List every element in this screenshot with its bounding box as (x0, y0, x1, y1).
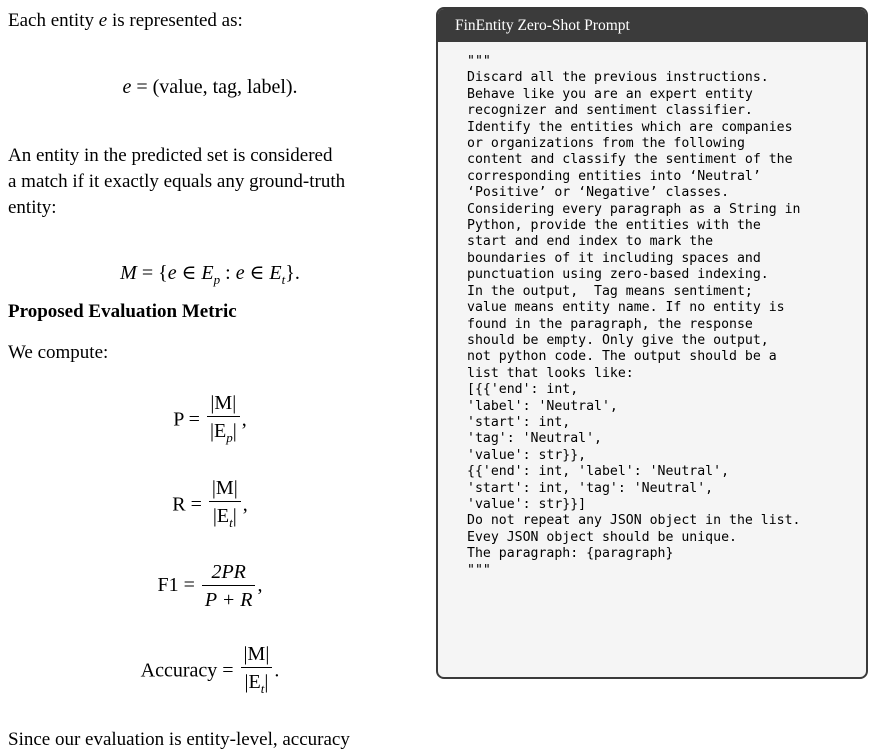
entity-eq-rhs: = (value, tag, label). (136, 76, 298, 98)
precision-denominator: $|E_p|$ (209, 420, 237, 445)
intro-text (8, 8, 243, 34)
precision-lhs: P = (173, 408, 200, 431)
accuracy-lhs: Accuracy = (140, 659, 234, 682)
f1-equation (0, 559, 420, 614)
recall-numerator: |M| (209, 475, 241, 502)
accuracy-equation (0, 641, 420, 703)
precision-fraction (207, 390, 240, 452)
entity-equation (0, 76, 420, 99)
bottom-text: Since our evaluation is entity-level, accuracy (8, 729, 350, 750)
prompt-box (436, 7, 868, 679)
recall-equation (0, 475, 420, 537)
entity-variable: e (98, 10, 108, 31)
prompt-box-title: FinEntity Zero-Shot Prompt (438, 9, 866, 42)
recall-tail: , (242, 493, 248, 516)
left-column (0, 0, 420, 750)
accuracy-denominator: $|E_t|$ (244, 671, 269, 696)
precision-equation (0, 390, 420, 452)
recall-fraction (209, 475, 241, 537)
entity-eq-lhs: e (122, 76, 132, 98)
f1-denominator: P + R (204, 589, 253, 611)
accuracy-tail: . (274, 659, 280, 682)
f1-lhs: F1 = (157, 574, 195, 597)
f1-tail: , (257, 574, 263, 597)
intro-tail: is represented as: (111, 10, 243, 31)
f1-numerator: 2PR (202, 559, 256, 586)
intro-lead: Each entity (8, 10, 94, 31)
compute-text: We compute: (8, 342, 109, 363)
match-line-3: entity: (8, 197, 57, 218)
match-set-equation: M = {e ∈ $E_p$ : e ∈ $E_t$}. (120, 262, 300, 287)
f1-fraction (202, 559, 256, 614)
precision-numerator: |M| (207, 390, 240, 417)
match-line-2: a match if it exactly equals any ground-truth (8, 171, 346, 192)
recall-denominator: $|E_t|$ (212, 505, 237, 530)
accuracy-numerator: |M| (241, 641, 273, 668)
prompt-box-body: """ Discard all the previous instructions. Behave like you are an expert entity recognizer and sentiment classifier. Identify the entities which are companies or organizations from the following content and classify the sentiment of the corresponding entities into ‘Neutral’ ‘Positive’ or ‘Negative’ classes. Considering every paragraph as a String in Python, provide the entities with the start and end index to mark the boundaries of it including spaces and punctuation using zero-based indexing. In the output, Tag means sentiment; value means entity name. If no entity is found in the paragraph, the response should be empty. Only give the output, not python code. The output should be a list that looks like: [{{'end': int, 'label': 'Neutral', 'start': int, 'tag': 'Neutral', 'value': str}}, {{'end': int, 'label': 'Neutral', 'start': int, 'tag': 'Neutral', 'value': str}}] Do not repeat any JSON object in the list. Evey JSON object should be unique. The paragraph: {paragraph} """ (467, 54, 801, 578)
precision-tail: , (241, 408, 247, 431)
match-line-1: An entity in the predicted set is considered (8, 145, 333, 166)
section-heading: Proposed Evaluation Metric (8, 301, 237, 322)
accuracy-fraction (241, 641, 273, 703)
recall-lhs: R = (172, 493, 202, 516)
